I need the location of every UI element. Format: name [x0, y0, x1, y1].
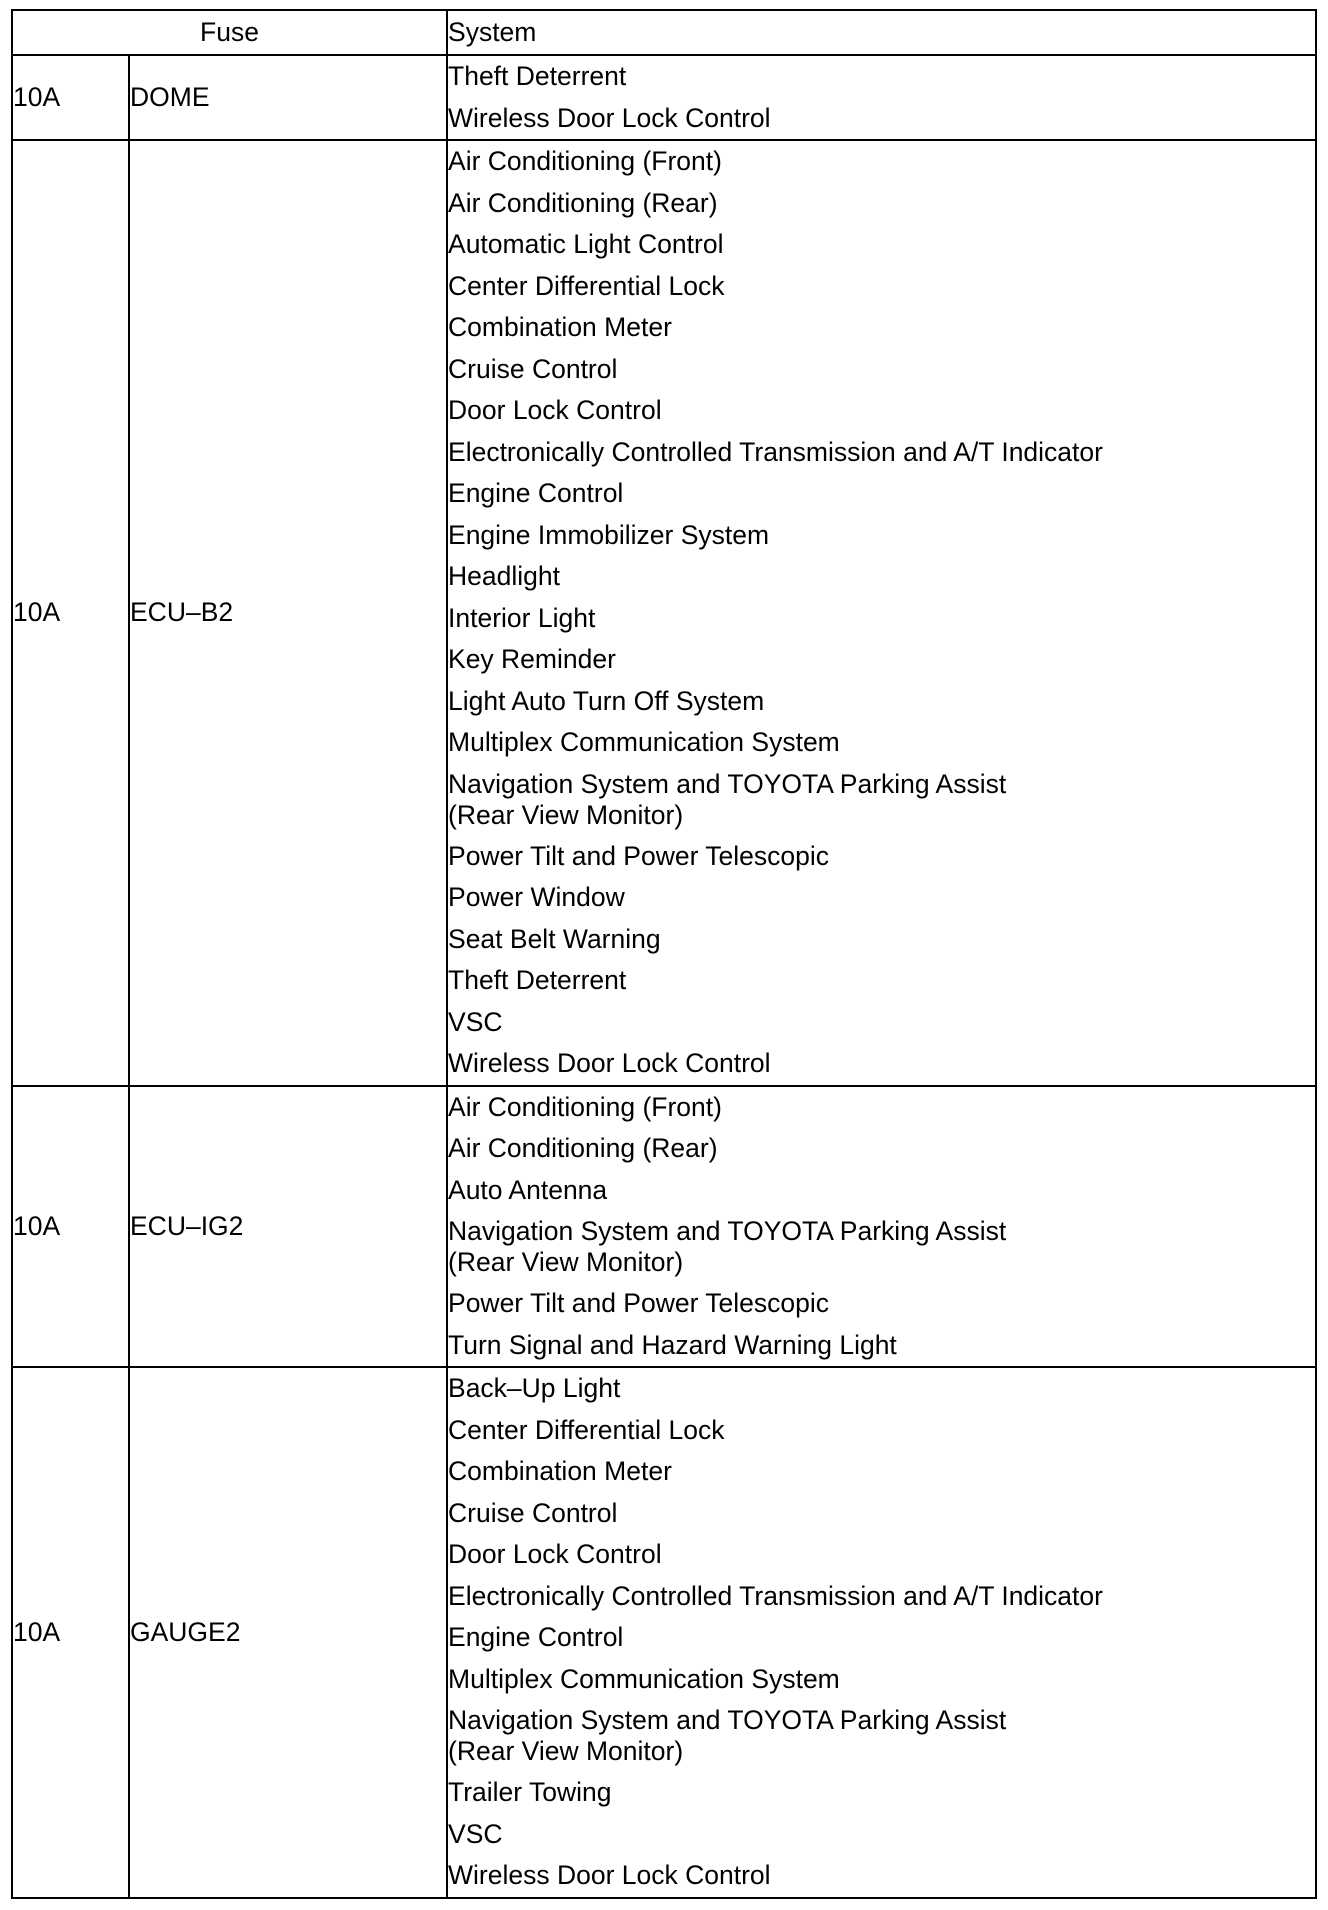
header-system: System: [447, 10, 1316, 55]
fuse-name: ECU–B2: [129, 140, 447, 1086]
system-list: [448, 1087, 1315, 1367]
system-item: Navigation System and TOYOTA Parking Assist (Rear View Monitor): [448, 1216, 1007, 1277]
system-item: Trailer Towing: [448, 1777, 612, 1807]
system-item: Power Window: [448, 882, 625, 912]
fuse-row: [12, 1367, 1316, 1898]
header-row: [12, 10, 1316, 55]
system-item: Key Reminder: [448, 644, 616, 674]
system-item: Back–Up Light: [448, 1373, 621, 1403]
system-item: Navigation System and TOYOTA Parking Assist (Rear View Monitor): [448, 768, 1007, 830]
fuse-systems-cell: [447, 1086, 1316, 1368]
fuse-row: [12, 55, 1316, 140]
system-item: Center Differential Lock: [448, 1414, 725, 1445]
system-item: Air Conditioning (Front): [448, 1091, 722, 1122]
system-item: Theft Deterrent: [448, 61, 627, 91]
system-item: Multiplex Communication System: [448, 1663, 840, 1694]
system-item: Electronically Controlled Transmission and A/T Indicator: [448, 436, 1103, 467]
system-item: Wireless Door Lock Control: [448, 1860, 771, 1890]
system-item: Combination Meter: [448, 1456, 672, 1486]
fuse-table: [11, 9, 1317, 1899]
system-list: [448, 56, 1315, 139]
system-item: Air Conditioning (Rear): [448, 187, 718, 218]
system-item: Electronically Controlled Transmission and A/T Indicator: [448, 1580, 1103, 1611]
system-item: Air Conditioning (Front): [448, 146, 722, 176]
system-item: Cruise Control: [448, 353, 618, 384]
system-item: Theft Deterrent: [448, 965, 627, 995]
system-item: Navigation System and TOYOTA Parking Assist (Rear View Monitor): [448, 1705, 1007, 1766]
fuse-amperage: 10A: [12, 1367, 129, 1898]
system-item: Auto Antenna: [448, 1174, 608, 1205]
system-item: Door Lock Control: [448, 1539, 662, 1569]
fuse-name: ECU–IG2: [129, 1086, 447, 1368]
system-item: Engine Control: [448, 1622, 624, 1652]
system-item: Interior Light: [448, 602, 596, 633]
system-item: Wireless Door Lock Control: [448, 102, 771, 133]
system-item: Light Auto Turn Off System: [448, 685, 765, 716]
system-item: Cruise Control: [448, 1497, 618, 1528]
system-item: Center Differential Lock: [448, 270, 725, 301]
system-item: Power Tilt and Power Telescopic: [448, 840, 830, 871]
system-item: Wireless Door Lock Control: [448, 1048, 771, 1078]
system-item: Combination Meter: [448, 312, 672, 342]
system-item: Turn Signal and Hazard Warning Light: [448, 1329, 897, 1360]
fuse-amperage: 10A: [12, 1086, 129, 1368]
fuse-systems-cell: [447, 55, 1316, 140]
fuse-systems-cell: [447, 140, 1316, 1086]
fuse-amperage: 10A: [12, 55, 129, 140]
fuse-table-body: [12, 55, 1316, 1898]
system-item: Multiplex Communication System: [448, 727, 840, 757]
system-item: Seat Belt Warning: [448, 923, 661, 954]
fuse-amperage: 10A: [12, 140, 129, 1086]
system-item: Headlight: [448, 561, 560, 591]
system-item: Door Lock Control: [448, 395, 662, 425]
system-item: Power Tilt and Power Telescopic: [448, 1288, 830, 1318]
system-item: VSC: [448, 1006, 503, 1037]
system-list: [448, 141, 1315, 1085]
fuse-systems-cell: [447, 1367, 1316, 1898]
system-item: VSC: [448, 1818, 503, 1849]
fuse-row: [12, 140, 1316, 1086]
system-item: Automatic Light Control: [448, 229, 724, 259]
system-item: Engine Control: [448, 478, 624, 508]
fuse-name: DOME: [129, 55, 447, 140]
system-list: [448, 1368, 1315, 1897]
system-item: Engine Immobilizer System: [448, 519, 770, 550]
fuse-name: GAUGE2: [129, 1367, 447, 1898]
header-fuse: Fuse: [12, 10, 447, 55]
system-item: Air Conditioning (Rear): [448, 1133, 718, 1163]
fuse-row: [12, 1086, 1316, 1368]
